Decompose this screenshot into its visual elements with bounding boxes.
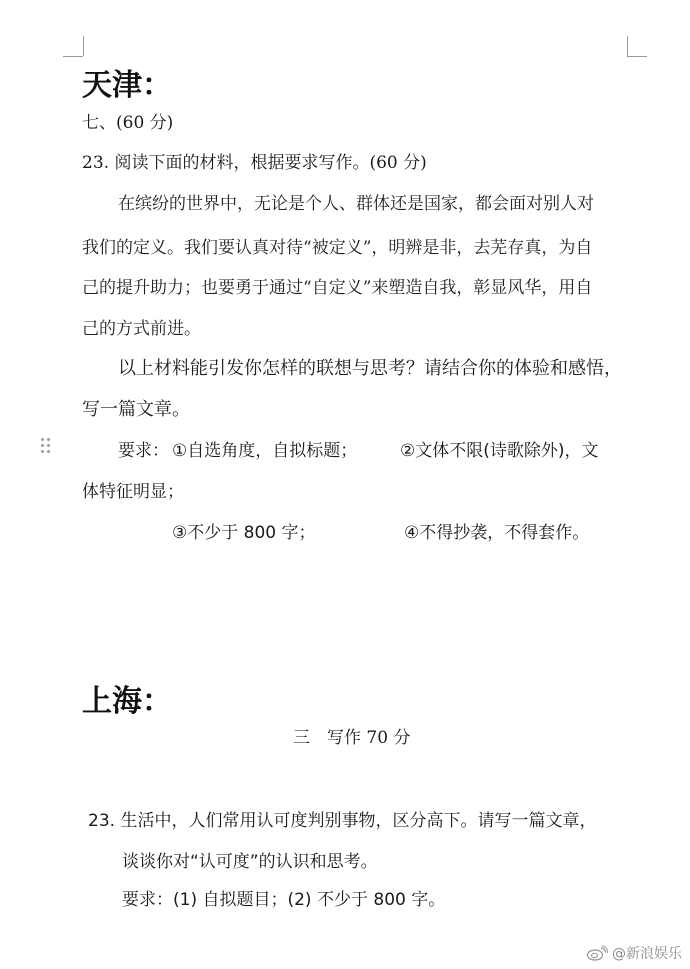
tianjin-requirement-1: ①自选角度，自拟标题； — [172, 441, 358, 461]
shanghai-requirements: 要求：(1) 自拟题目；(2) 不少于 800 字。 — [122, 890, 446, 910]
crop-mark-top-left-vertical — [83, 36, 84, 56]
crop-mark-top-left-horizontal — [63, 56, 83, 57]
tianjin-question: 23. 阅读下面的材料，根据要求写作。(60 分) — [82, 153, 427, 173]
tianjin-material-line-1: 在缤纷的世界中，无论是个人、群体还是国家，都会面对别人对 — [118, 194, 594, 214]
weibo-logo-icon — [586, 945, 608, 961]
crop-mark-top-right-vertical — [627, 36, 628, 56]
tianjin-section-number: 七、(60 分) — [82, 113, 174, 133]
shanghai-question-line-2: 谈谈你对“认可度”的认识和思考。 — [122, 852, 378, 872]
crop-mark-top-right-horizontal — [627, 56, 647, 57]
tianjin-prompt-line-1: 以上材料能引发你怎样的联想与思考？请结合你的体验和感悟， — [118, 358, 622, 379]
tianjin-prompt-line-2: 写一篇文章。 — [82, 399, 190, 420]
tianjin-requirement-2: ②文体不限(诗歌除外)，文 — [400, 441, 599, 461]
shanghai-heading: 上海： — [82, 684, 172, 719]
tianjin-requirements-label: 要求： — [118, 441, 169, 461]
tianjin-requirement-2-continued: 体特征明显； — [82, 482, 184, 502]
tianjin-material-line-3: 己的提升助力；也要勇于通过“自定义”来塑造自我，彰显风华，用自 — [82, 278, 593, 298]
tianjin-requirement-4: ④不得抄袭，不得套作。 — [404, 523, 590, 543]
shanghai-question-line-1: 23. 生活中，人们常用认可度判别事物，区分高下。请写一篇文章， — [88, 811, 597, 831]
tianjin-heading: 天津： — [82, 68, 172, 103]
shanghai-section-title: 三 写作 70 分 — [293, 728, 411, 748]
tianjin-material-line-4: 己的方式前进。 — [82, 319, 201, 339]
tianjin-material-line-2: 我们的定义。我们要认真对待“被定义”，明辨是非，去芜存真，为自 — [82, 238, 593, 258]
tianjin-requirement-3: ③不少于 800 字； — [172, 523, 316, 543]
sina-watermark — [586, 943, 682, 963]
drag-handle-icon[interactable] — [41, 438, 51, 454]
watermark-text: @新浪娱乐 — [612, 946, 682, 962]
